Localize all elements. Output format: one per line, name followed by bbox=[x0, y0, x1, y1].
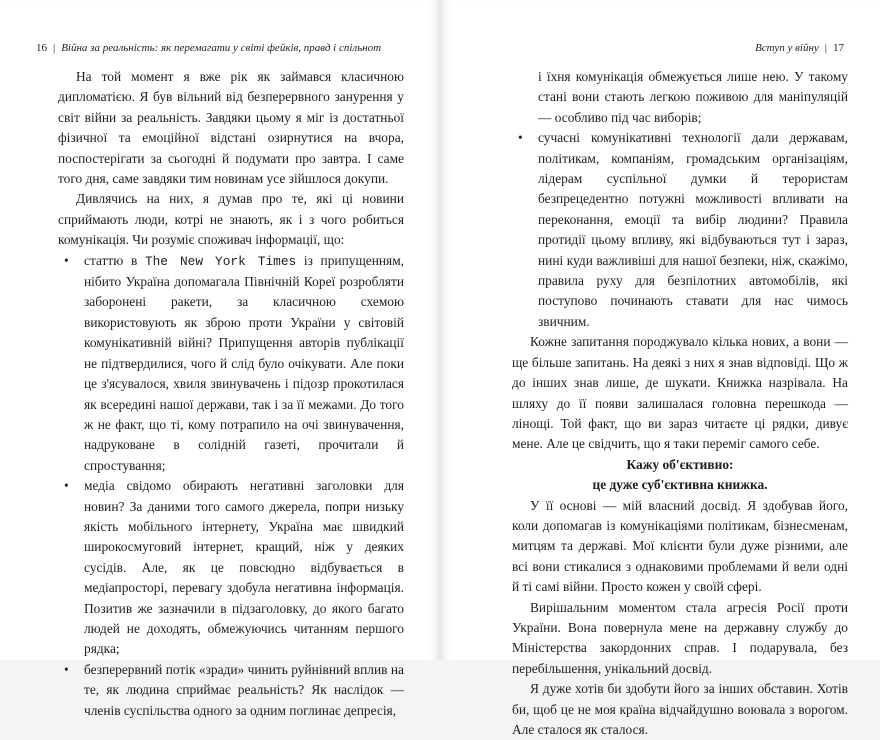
list-item bbox=[58, 476, 404, 660]
chapter-title: Вступ у війну bbox=[755, 42, 819, 54]
paragraph: Вирішальним моментом стала агресія Росії проти України. Вона повернула мене на державну службу до Міністерства закордонних справ. І подарувала, без перебільшення, унікальний досвід. bbox=[512, 599, 848, 676]
bullet-marker: • bbox=[64, 478, 69, 494]
right-body-text bbox=[512, 67, 848, 740]
emphasis-line: це дуже суб'єктивна книжка. bbox=[592, 477, 768, 493]
list-item-text: статтю в bbox=[84, 252, 145, 268]
left-page-number: 16 bbox=[36, 42, 47, 54]
paragraph: Дивлячись на них, я думав про те, які ці новини сприймають люди, котрі не знають, як і з чого робиться комунікація. Чи розуміє споживач інформації, що: bbox=[58, 191, 404, 248]
bullet-marker: • bbox=[64, 252, 69, 268]
emphasis-line: Кажу об'єктивно: bbox=[626, 456, 734, 472]
running-head-separator: | bbox=[824, 42, 827, 54]
list-item-continuation bbox=[512, 67, 848, 128]
left-running-head bbox=[36, 40, 381, 56]
paragraph: Я дуже хотів би здобути його за інших обставин. Хотів би, щоб це не моя країна відчайдушно воювала з ворогом. Але сталося як сталося. bbox=[512, 681, 848, 737]
bullet-marker: • bbox=[518, 130, 523, 146]
right-running-head bbox=[755, 40, 844, 56]
list-item bbox=[512, 128, 848, 332]
paragraph: У її основі — мій власний досвід. Я здобував його, коли допомагав із комунікаціями політикам, бізнесменам, митцям та державі. Мої клієнти були дуже різними, але всі вони стикалися з однаковими проблемами й вели одні й ті самі війни. Просто кожен у своїй сфері. bbox=[512, 497, 848, 595]
list-item-text: медіа свідомо обирають негативні заголовки для новин? За даними того самого джерела, попри низьку якість мобільного інтернету, Україна має швидкий широкосмуговий інтернет, кращий, ніж у деяких сусідів. Але, як це повсюдно відбувається в медіапросторі, перевагу здобула негативна інформація. Позитив же зазначили в підзаголовку, до якого багато людей не доходять, обмежуючись читанням першого рядка; bbox=[84, 478, 404, 657]
paragraph: Кожне запитання породжувало кілька нових, а вони — ще більше запитань. На деякі з них я знав відповіді. Що ж до інших знав лише, де шукати. Книжка назрівала. На шляху до її появи залишалася головна перешкода — лінощі. Той факт, що ви зараз читаєте ці рядки, дивує мене. Але це свідчить, що я таки переміг самого себе. bbox=[512, 334, 848, 452]
right-page bbox=[440, 0, 880, 737]
bullet-marker: • bbox=[64, 661, 69, 677]
bullet-list bbox=[58, 251, 404, 721]
right-page-number: 17 bbox=[833, 42, 844, 54]
running-head-separator: | bbox=[53, 42, 56, 54]
list-item bbox=[58, 660, 404, 721]
list-item-text: сучасні комунікативні технології дали державам, політикам, компаніям, громадським організаціям, лідерам суспільної думки й терористам безпрецедентно потужні можливості впливати на переконання, емоції та вибір людини? Правила протидії цьому впливу, які відбуваються тут і зараз, нині куди важливіші для нашої безпеки, ніж, скажімо, правила руху для безпілотних автомобілів, які поступово починають ставати для нас чимось звичним. bbox=[538, 130, 848, 329]
list-item-text: із припущенням, нібито Україна допомагала Північній Кореї розробляти заборонені ракети, за класичною схемою використовують як зброю проти України у світовій комунікативній війні? Припущення авторів публікації не підтвердилися, чого й слід було очікувати. Але поки це з'ясувалося, хвиля звинувачень і підозр прокотилася як всередині нашої держави, так і за її межами. До того ж не факт, що ті, кому потрапило на очі звинувачення, надруковане в солідній газеті, прочитали й спростування; bbox=[84, 252, 405, 473]
left-page bbox=[0, 0, 440, 718]
list-item bbox=[58, 251, 404, 476]
list-item-text: і їхня комунікація обмежується лише нею. У такому стані вони стають легкою поживою для маніпуляцій — особливо під час виборів; bbox=[538, 69, 848, 125]
publication-name: The New York Times bbox=[144, 253, 297, 269]
bullet-list bbox=[512, 67, 848, 332]
list-item-text: безперервний потік «зради» чинить руйнівний вплив на те, як людина сприймає реальність? Як наслідок — членів суспільства одного за одним поглинає депресія, bbox=[84, 661, 404, 718]
left-body-text bbox=[58, 67, 404, 721]
paragraph: На той момент я вже рік як займався класичною дипломатією. Я був вільний від безперервного занурення у світ війни за реальність. Завдяки цьому я міг із достатньої фізичної та емоційної відстані озирнутися на вчора, поспостерігати за сьогодні й подумати про завтра. І саме того дня, саме завдяки тим новинам усе зійшлося докупи. bbox=[58, 69, 404, 187]
book-title: Війна за реальність: як перемагати у світі фейків, правд і спільнот bbox=[61, 42, 382, 54]
